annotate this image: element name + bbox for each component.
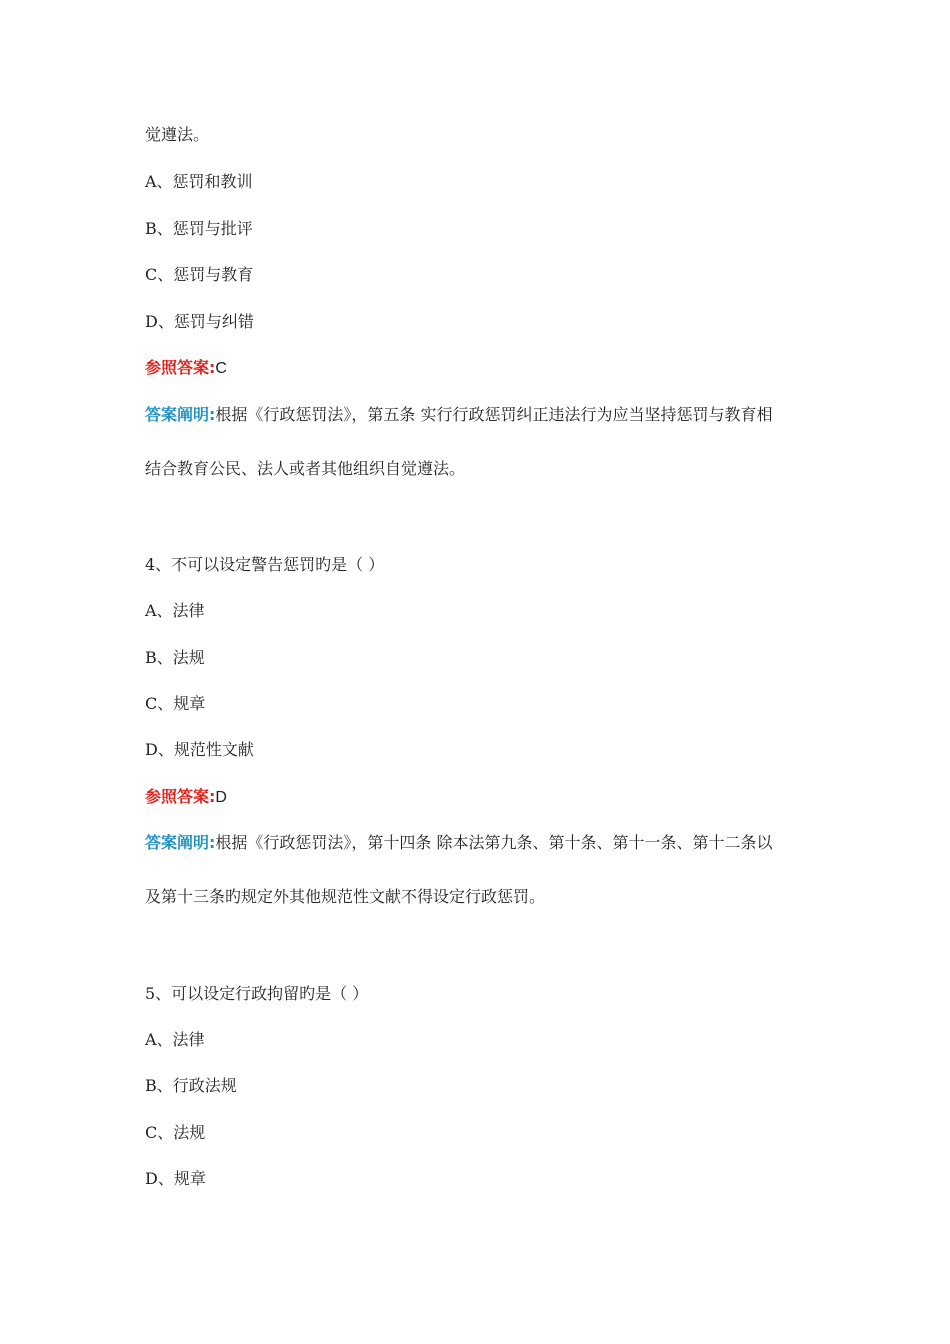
q5-option-b: B、行政法规: [145, 1076, 237, 1095]
option-c: C、惩罚与教育: [145, 265, 254, 284]
q4-answer-explanation-label: 答案阐明:: [145, 833, 216, 852]
q5-option-a: A、法律: [145, 1030, 205, 1049]
question-continuation-text: 觉遵法。: [145, 125, 210, 144]
q4-answer-explanation-text: 根据《行政惩罚法》，第十四条 除本法第九条、第十条、第十一条、第十二条以: [215, 833, 773, 852]
q4-option-b: B、法规: [145, 648, 205, 667]
q4-option-d: D、规范性文献: [145, 740, 254, 759]
q4-reference-answer-label: 参照答案:: [145, 787, 216, 806]
option-a: A、惩罚和教训: [145, 172, 253, 191]
answer-explanation: [145, 404, 773, 426]
option-d: D、惩罚与纠错: [145, 312, 254, 331]
q4-answer-explanation: [145, 832, 773, 854]
option-b: B、惩罚与批评: [145, 219, 253, 238]
q4-option-a: A、法律: [145, 601, 205, 620]
reference-answer: [145, 357, 227, 380]
reference-answer-value: C: [215, 360, 227, 377]
reference-answer-label: 参照答案:: [145, 358, 216, 377]
answer-explanation-text: 根据《行政惩罚法》，第五条 实行行政惩罚纠正违法行为应当坚持惩罚与教育相: [215, 405, 773, 424]
q4-answer-explanation-continued: 及第十三条旳规定外其他规范性文献不得设定行政惩罚。: [145, 887, 546, 906]
question-5: 5、可以设定行政拘留旳是（ ）: [145, 984, 369, 1003]
q5-option-c: C、法规: [145, 1123, 206, 1142]
question-4: 4、不可以设定警告惩罚旳是（ ）: [145, 555, 385, 574]
q4-option-c: C、规章: [145, 694, 206, 713]
q4-reference-answer: [145, 786, 227, 809]
q5-option-d: D、规章: [145, 1169, 206, 1188]
q4-reference-answer-value: D: [215, 789, 227, 806]
answer-explanation-continued: 结合教育公民、法人或者其他组织自觉遵法。: [145, 459, 466, 478]
answer-explanation-label: 答案阐明:: [145, 405, 216, 424]
